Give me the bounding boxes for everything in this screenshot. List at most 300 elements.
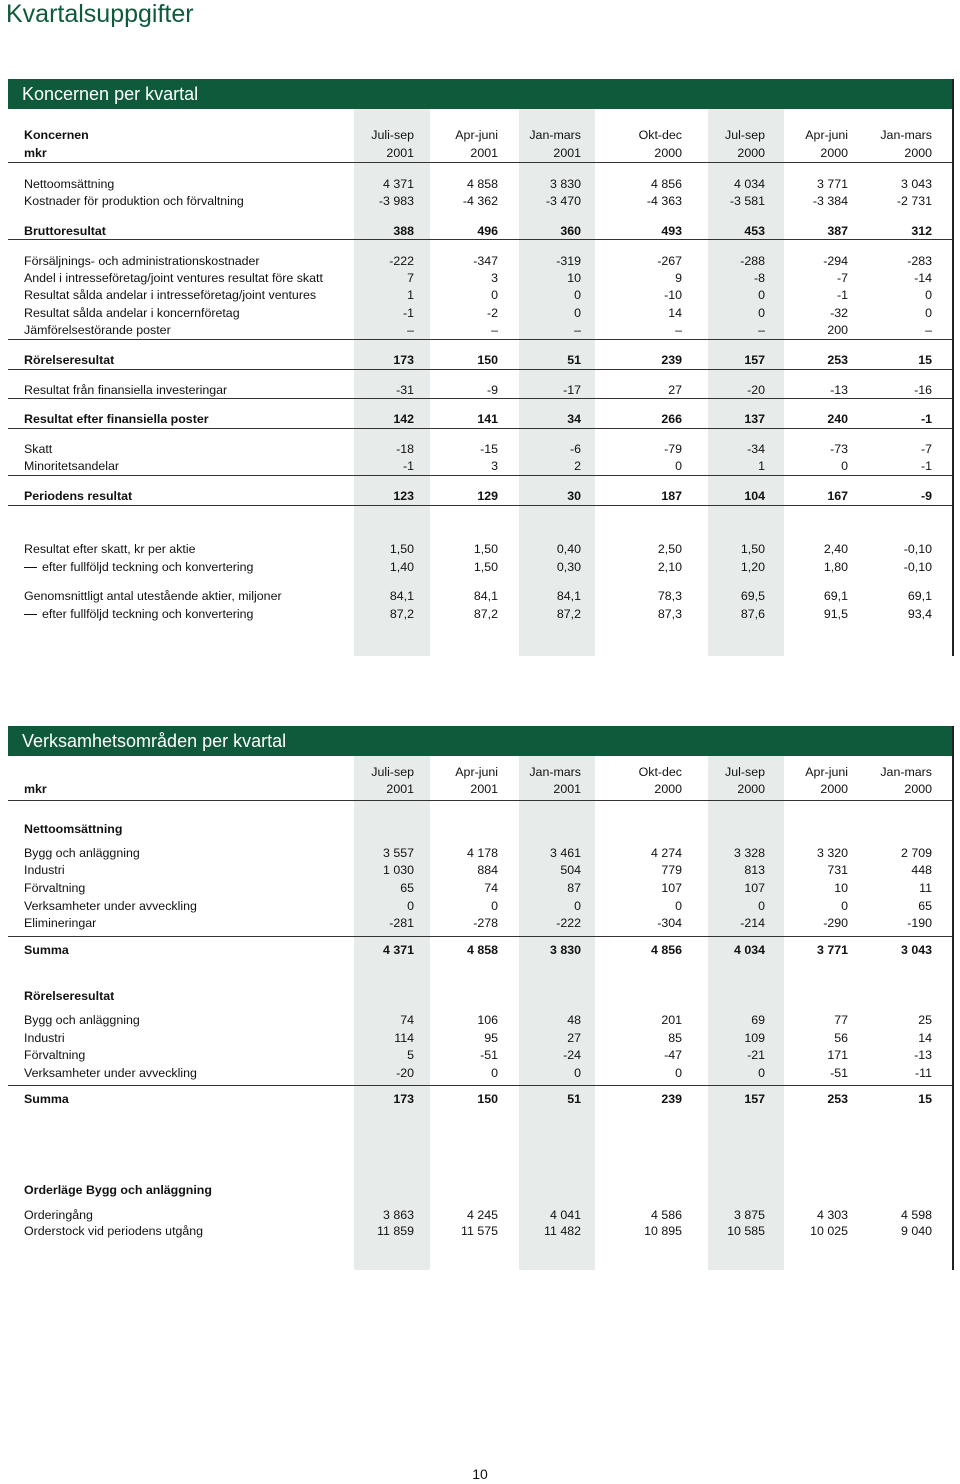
cell-value: 253	[827, 1092, 848, 1106]
cell-value: -73	[830, 442, 848, 456]
cell-value: 1,50	[740, 542, 765, 556]
cell-value: 266	[661, 412, 682, 426]
row-label: Orderstock vid periodens utgång	[24, 1224, 204, 1238]
cell-value: Apr-juni	[805, 765, 848, 779]
cell-value: 173	[393, 353, 414, 367]
cell-value: 884	[477, 863, 498, 877]
table-row	[8, 880, 952, 897]
cell-value: 4 858	[466, 943, 498, 957]
cell-value: 142	[393, 412, 414, 426]
cell-value: 27	[668, 383, 682, 397]
row-label: Verksamheter under avveckling	[24, 1066, 197, 1080]
cell-value: 87,2	[556, 607, 581, 621]
cell-value: Jan-mars	[880, 765, 932, 779]
row-label: mkr	[24, 146, 47, 160]
row-label: Jämförelsestörande poster	[24, 323, 171, 337]
cell-value: 448	[911, 863, 932, 877]
cell-value: 3 328	[733, 846, 765, 860]
cell-value: -47	[664, 1048, 682, 1062]
cell-value: Jan-mars	[529, 765, 581, 779]
table-row	[8, 253, 952, 270]
row-separator	[8, 398, 952, 399]
cell-value: 91,5	[823, 607, 848, 621]
row-label: Nettoomsättning	[24, 177, 115, 191]
row-separator	[8, 800, 952, 801]
row-label: Resultat från finansiella investeringar	[24, 383, 228, 397]
table-row	[8, 441, 952, 458]
cell-value: -3 983	[378, 194, 414, 208]
cell-value: 107	[744, 881, 765, 895]
row-label: efter fullföljd teckning och konvertering	[42, 560, 254, 574]
cell-value: 10	[834, 881, 848, 895]
table-row	[8, 1012, 952, 1029]
row-label: Summa	[24, 943, 69, 957]
cell-value: 74	[484, 881, 498, 895]
cell-value: 0	[574, 288, 581, 302]
row-separator	[8, 369, 952, 370]
cell-value: 85	[668, 1031, 682, 1045]
cell-value: 150	[477, 1092, 498, 1106]
row-label: Förvaltning	[24, 881, 86, 895]
cell-value: 51	[567, 1092, 581, 1106]
cell-value: -31	[396, 383, 414, 397]
cell-value: 200	[827, 323, 848, 337]
table-row	[8, 1047, 952, 1064]
cell-value: 87	[567, 881, 581, 895]
row-label	[24, 559, 253, 576]
cell-value: Apr-juni	[805, 128, 848, 142]
cell-value: 34	[567, 412, 581, 426]
cell-value: -24	[563, 1048, 581, 1062]
section-verksamhetsomraden	[8, 726, 954, 1270]
table-row	[8, 176, 952, 193]
header-row	[8, 764, 952, 781]
row-label: Resultat efter skatt, kr per aktie	[24, 542, 196, 556]
cell-value: Jan-mars	[880, 128, 932, 142]
cell-value: 2	[574, 459, 581, 473]
cell-value: –	[407, 323, 414, 337]
cell-value: 0	[758, 306, 765, 320]
section-band: Verksamhetsområden per kvartal	[8, 726, 952, 756]
cell-value: -290	[823, 916, 848, 930]
cell-value: 48	[567, 1013, 581, 1027]
cell-value: 1,50	[389, 542, 414, 556]
cell-value: 239	[661, 1092, 682, 1106]
cell-value: 4 858	[466, 177, 498, 191]
row-label: Industri	[24, 863, 65, 877]
row-separator	[8, 475, 952, 476]
cell-value: 239	[661, 353, 682, 367]
cell-value: 3 830	[549, 177, 581, 191]
table-row	[8, 1091, 952, 1108]
cell-value: 87,6	[740, 607, 765, 621]
cell-value: Juli-sep	[371, 128, 414, 142]
cell-value: 3	[491, 271, 498, 285]
cell-value: 504	[560, 863, 581, 877]
cell-value: -20	[396, 1066, 414, 1080]
cell-value: 2000	[654, 782, 682, 796]
cell-value: 0	[574, 899, 581, 913]
cell-value: -3 470	[545, 194, 581, 208]
cell-value: 731	[827, 863, 848, 877]
table-row	[8, 411, 952, 428]
cell-value: -283	[907, 254, 932, 268]
cell-value: 0	[491, 899, 498, 913]
row-separator	[8, 239, 952, 240]
cell-value: -319	[556, 254, 581, 268]
cell-value: 3	[491, 459, 498, 473]
table-row	[8, 821, 952, 838]
cell-value: 3 043	[900, 177, 932, 191]
cell-value: 11	[919, 881, 932, 895]
cell-value: 11 859	[377, 1224, 414, 1238]
cell-value: 87,2	[473, 607, 498, 621]
cell-value: -190	[907, 916, 932, 930]
cell-value: -0,10	[903, 542, 932, 556]
cell-value: 1	[407, 288, 414, 302]
page-number: 10	[472, 1466, 488, 1482]
cell-value: -9	[920, 489, 932, 503]
cell-value: 253	[827, 353, 848, 367]
cell-value: -4 362	[462, 194, 498, 208]
row-label: Kostnader för produktion och förvaltning	[24, 194, 244, 208]
cell-value: 3 043	[900, 943, 932, 957]
cell-value: -6	[569, 442, 581, 456]
cell-value: 5	[407, 1048, 414, 1062]
table-row	[8, 270, 952, 287]
cell-value: -281	[389, 916, 414, 930]
cell-value: -18	[396, 442, 414, 456]
cell-value: 157	[744, 1092, 765, 1106]
cell-value: 2,40	[823, 542, 848, 556]
cell-value: 84,1	[473, 589, 498, 603]
cell-value: 0	[675, 1066, 682, 1080]
cell-value: 3 830	[549, 943, 581, 957]
cell-value: 3 461	[549, 846, 581, 860]
cell-value: 104	[744, 489, 765, 503]
cell-value: 187	[661, 489, 682, 503]
cell-value: 779	[661, 863, 682, 877]
row-label: Förvaltning	[24, 1048, 86, 1062]
row-label: Resultat efter finansiella poster	[24, 412, 209, 426]
cell-value: 0	[925, 288, 932, 302]
row-label: Rörelseresultat	[24, 353, 115, 367]
cell-value: -20	[747, 383, 765, 397]
cell-value: 4 034	[733, 177, 765, 191]
page-title: Kvartalsuppgifter	[6, 0, 194, 28]
cell-value: 2 709	[900, 846, 932, 860]
cell-value: 10 585	[727, 1224, 765, 1238]
cell-value: Jul-sep	[725, 765, 765, 779]
cell-value: 2000	[820, 146, 848, 160]
cell-value: -1	[402, 306, 414, 320]
cell-value: 65	[918, 899, 932, 913]
dash-mark	[24, 614, 37, 615]
section-koncernen	[8, 79, 954, 656]
cell-value: 0	[574, 1066, 581, 1080]
cell-value: 1,80	[823, 560, 848, 574]
cell-value: 14	[918, 1031, 932, 1045]
cell-value: 137	[744, 412, 765, 426]
table-row	[8, 305, 952, 322]
cell-value: Okt-dec	[638, 765, 682, 779]
cell-value: 65	[400, 881, 414, 895]
cell-value: 69,1	[823, 589, 848, 603]
cell-value: -1	[402, 459, 414, 473]
cell-value: 4 371	[382, 177, 414, 191]
cell-value: 4 856	[650, 177, 682, 191]
cell-value: -214	[740, 916, 765, 930]
header-row	[8, 127, 952, 144]
cell-value: 11 575	[461, 1224, 498, 1238]
cell-value: -32	[830, 306, 848, 320]
cell-value: 2001	[553, 782, 581, 796]
cell-value: -17	[563, 383, 581, 397]
table-row	[8, 382, 952, 399]
row-label: Industri	[24, 1031, 65, 1045]
row-label: Verksamheter under avveckling	[24, 899, 197, 913]
row-label: Elimineringar	[24, 916, 97, 930]
row-separator	[8, 936, 952, 937]
row-label: Skatt	[24, 442, 53, 456]
cell-value: 114	[394, 1031, 414, 1045]
cell-value: 84,1	[389, 589, 414, 603]
header-row	[8, 145, 952, 162]
cell-value: -16	[914, 383, 932, 397]
cell-value: -2 731	[896, 194, 932, 208]
cell-value: -222	[556, 916, 581, 930]
cell-value: 78,3	[657, 589, 682, 603]
row-separator	[8, 428, 952, 429]
cell-value: 0	[758, 1066, 765, 1080]
row-label: Andel i intresseföretag/joint ventures resultat före skatt	[24, 271, 323, 285]
cell-value: 387	[827, 224, 848, 238]
cell-value: 157	[744, 353, 765, 367]
cell-value: -34	[747, 442, 765, 456]
cell-value: 201	[661, 1013, 682, 1027]
cell-value: 240	[827, 412, 848, 426]
cell-value: –	[925, 323, 932, 337]
cell-value: 167	[827, 489, 848, 503]
cell-value: –	[574, 323, 581, 337]
cell-value: -21	[747, 1048, 765, 1062]
cell-value: 0	[491, 288, 498, 302]
table-row	[8, 322, 952, 339]
row-separator	[8, 162, 952, 163]
row-label: Nettoomsättning	[24, 822, 123, 836]
cell-value: 0	[675, 459, 682, 473]
cell-value: 173	[393, 1092, 414, 1106]
cell-value: -10	[664, 288, 682, 302]
cell-value: 0	[758, 288, 765, 302]
cell-value: -7	[920, 442, 932, 456]
cell-value: -51	[480, 1048, 498, 1062]
cell-value: -3 581	[729, 194, 765, 208]
cell-value: 84,1	[556, 589, 581, 603]
cell-value: 15	[918, 353, 932, 367]
cell-value: 1,50	[473, 560, 498, 574]
row-label: Koncernen	[24, 128, 89, 142]
table-row	[8, 541, 952, 558]
cell-value: 2001	[470, 782, 498, 796]
cell-value: 4 034	[733, 943, 765, 957]
cell-value: 4 245	[466, 1208, 498, 1222]
row-label: efter fullföljd teckning och konvertering	[42, 607, 254, 621]
row-label: mkr	[24, 782, 47, 796]
table-row	[8, 488, 952, 505]
cell-value: 107	[661, 881, 682, 895]
cell-value: 77	[834, 1013, 848, 1027]
cell-value: 0	[675, 899, 682, 913]
cell-value: 0	[841, 899, 848, 913]
cell-value: Okt-dec	[638, 128, 682, 142]
cell-value: 312	[911, 224, 932, 238]
cell-value: 360	[560, 224, 581, 238]
cell-value: -1	[836, 288, 848, 302]
cell-value: –	[675, 323, 682, 337]
cell-value: 106	[477, 1013, 498, 1027]
cell-value: -0,10	[903, 560, 932, 574]
row-label	[24, 606, 253, 623]
cell-value: -11	[915, 1066, 932, 1080]
cell-value: 2001	[386, 782, 414, 796]
table-row	[8, 988, 952, 1005]
table-row	[8, 915, 952, 932]
cell-value: 69	[751, 1013, 765, 1027]
row-separator	[8, 505, 952, 506]
cell-value: 109	[744, 1031, 765, 1045]
table-row	[8, 1223, 952, 1240]
row-separator	[8, 1085, 952, 1086]
cell-value: Apr-juni	[455, 765, 498, 779]
cell-value: 4 041	[549, 1208, 581, 1222]
cell-value: 2000	[820, 782, 848, 796]
cell-value: 1	[758, 459, 765, 473]
cell-value: 9	[675, 271, 682, 285]
cell-value: 1 030	[382, 863, 414, 877]
table-row	[8, 1030, 952, 1047]
cell-value: -13	[914, 1048, 932, 1062]
table-row	[8, 845, 952, 862]
cell-value: -347	[473, 254, 498, 268]
row-label: Orderingång	[24, 1208, 93, 1222]
cell-value: 9 040	[900, 1224, 932, 1238]
table-row	[8, 287, 952, 304]
cell-value: 87,2	[389, 607, 414, 621]
cell-value: 0	[841, 459, 848, 473]
cell-value: 0	[407, 899, 414, 913]
table-row	[8, 862, 952, 879]
cell-value: -14	[914, 271, 932, 285]
cell-value: 3 771	[816, 943, 848, 957]
cell-value: 69,1	[907, 589, 932, 603]
table-row	[8, 1207, 952, 1224]
cell-value: 2,10	[657, 560, 682, 574]
cell-value: -8	[753, 271, 765, 285]
cell-value: -2	[486, 306, 498, 320]
cell-value: 123	[393, 489, 414, 503]
cell-value: –	[491, 323, 498, 337]
cell-value: Juli-sep	[371, 765, 414, 779]
cell-value: Apr-juni	[455, 128, 498, 142]
cell-value: 74	[400, 1013, 414, 1027]
cell-value: 10 895	[644, 1224, 682, 1238]
table-row	[8, 606, 952, 623]
cell-value: 10	[567, 271, 581, 285]
row-label: Periodens resultat	[24, 489, 133, 503]
cell-value: 0	[758, 899, 765, 913]
cell-value: 1,20	[740, 560, 765, 574]
row-label: Minoritetsandelar	[24, 459, 120, 473]
cell-value: -51	[830, 1066, 848, 1080]
row-label: Resultat sålda andelar i koncernföretag	[24, 306, 240, 320]
cell-value: 0	[574, 306, 581, 320]
cell-value: 0	[491, 1066, 498, 1080]
cell-value: 95	[484, 1031, 498, 1045]
cell-value: 1,40	[389, 560, 414, 574]
cell-value: -7	[836, 271, 848, 285]
cell-value: 0,30	[556, 560, 581, 574]
cell-value: 11 482	[544, 1224, 581, 1238]
cell-value: 27	[567, 1031, 581, 1045]
cell-value: 2000	[904, 146, 932, 160]
cell-value: 493	[661, 224, 682, 238]
cell-value: -15	[480, 442, 498, 456]
cell-value: 14	[668, 306, 682, 320]
cell-value: 141	[477, 412, 498, 426]
table-row	[8, 458, 952, 475]
cell-value: 4 856	[650, 943, 682, 957]
cell-value: 2000	[904, 782, 932, 796]
row-label: Orderläge Bygg och anläggning	[24, 1183, 212, 1197]
cell-value: 3 771	[816, 177, 848, 191]
table-row	[8, 1065, 952, 1082]
cell-value: -1	[920, 459, 932, 473]
cell-value: 0,40	[556, 542, 581, 556]
row-separator	[8, 339, 952, 340]
cell-value: 813	[744, 863, 765, 877]
cell-value: 2001	[386, 146, 414, 160]
table-row	[8, 223, 952, 240]
cell-value: -1	[920, 412, 932, 426]
cell-value: 87,3	[657, 607, 682, 621]
cell-value: 93,4	[907, 607, 932, 621]
cell-value: Jul-sep	[725, 128, 765, 142]
cell-value: 453	[744, 224, 765, 238]
cell-value: 2001	[553, 146, 581, 160]
table-row	[8, 352, 952, 369]
cell-value: 2000	[654, 146, 682, 160]
cell-value: 0	[925, 306, 932, 320]
cell-value: 10 025	[810, 1224, 848, 1238]
table-row	[8, 942, 952, 959]
cell-value: 496	[477, 224, 498, 238]
cell-value: 2000	[737, 146, 765, 160]
cell-value: -288	[740, 254, 765, 268]
cell-value: -278	[473, 916, 498, 930]
cell-value: 25	[918, 1013, 932, 1027]
cell-value: 2,50	[657, 542, 682, 556]
cell-value: 30	[567, 489, 581, 503]
row-label: Bygg och anläggning	[24, 1013, 140, 1027]
table-row	[8, 559, 952, 576]
row-label: Rörelseresultat	[24, 989, 115, 1003]
cell-value: –	[758, 323, 765, 337]
cell-value: 15	[918, 1092, 932, 1106]
row-label: Genomsnittligt antal utestående aktier, miljoner	[24, 589, 282, 603]
cell-value: 4 598	[900, 1208, 932, 1222]
cell-value: 2000	[737, 782, 765, 796]
